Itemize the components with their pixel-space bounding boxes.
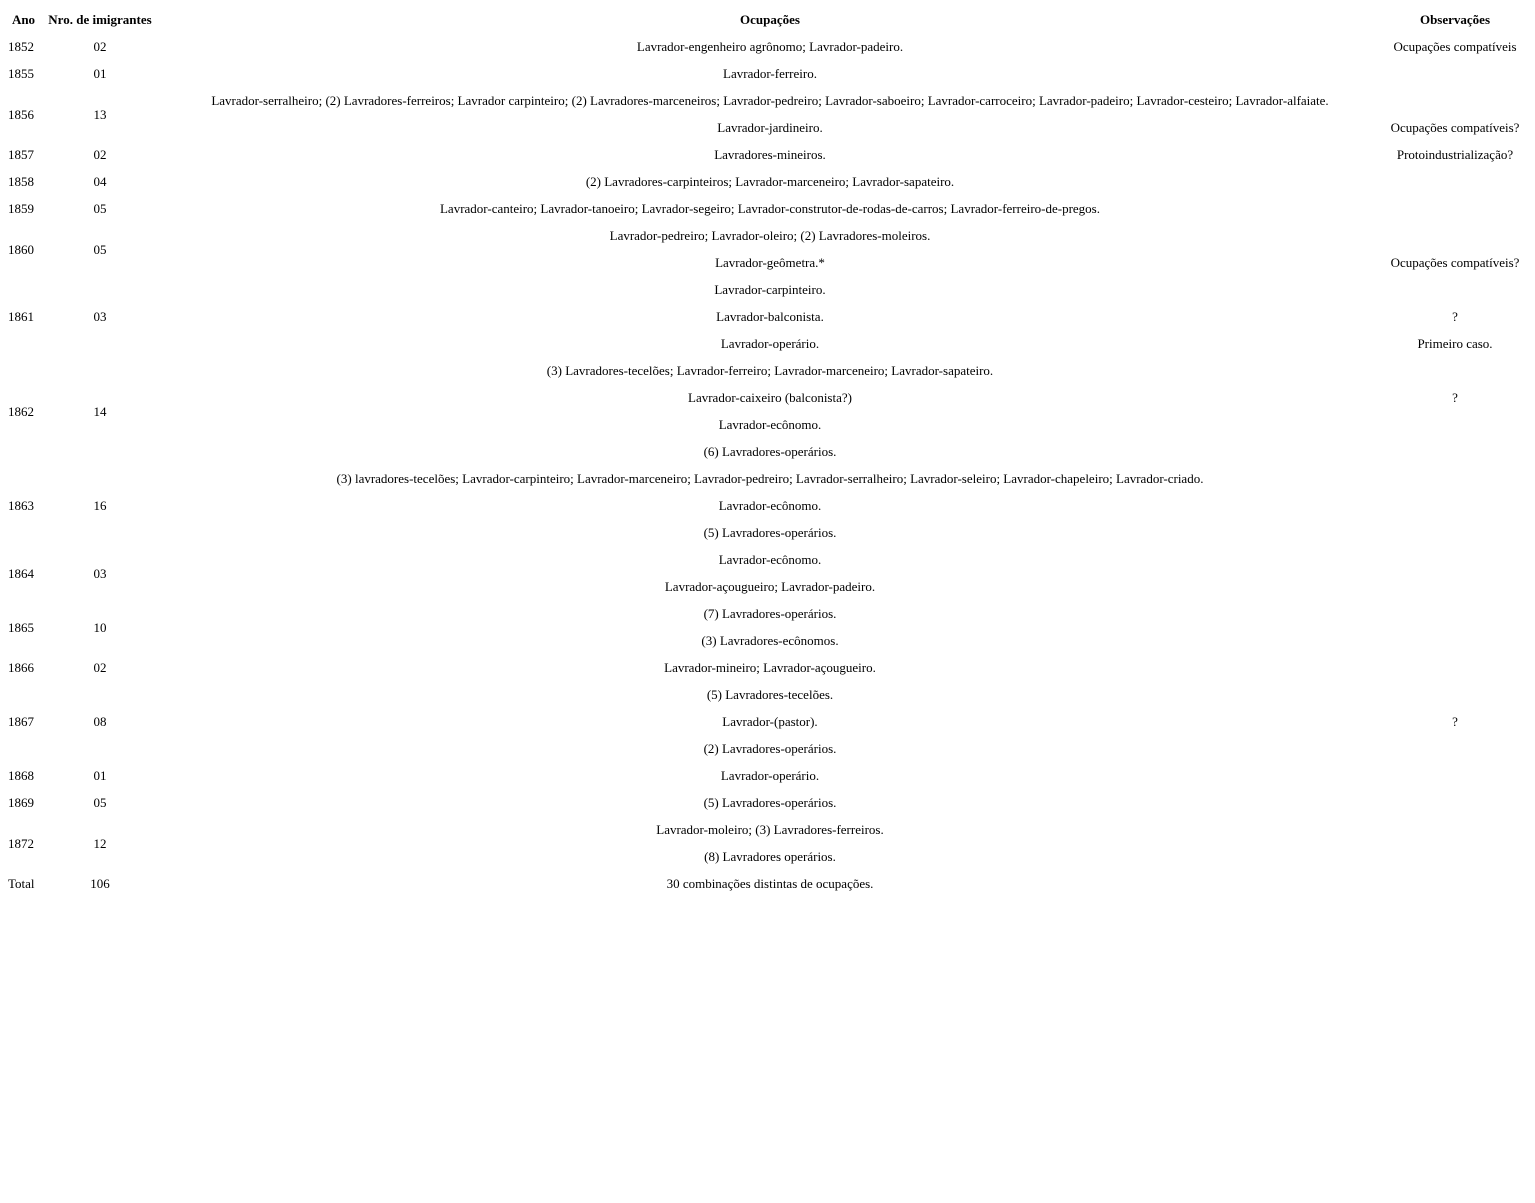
cell-observacoes: Ocupações compatíveis	[1393, 39, 1517, 54]
cell-ocupacoes: Lavradores-mineiros.	[714, 147, 826, 162]
cell-num-imigrantes: 02	[93, 660, 107, 675]
cell-ano: 1852	[8, 39, 34, 54]
table-row	[7, 115, 1528, 140]
cell-observacoes	[1382, 655, 1528, 680]
cell-ano: 1867	[8, 714, 34, 729]
cell-num-imigrantes: 08	[93, 714, 107, 729]
cell-ano: 1861	[8, 309, 34, 324]
table-row	[7, 871, 1528, 896]
occupations-table	[5, 5, 1530, 898]
header-num-imigrantes: Nro. de imigrantes	[48, 12, 152, 27]
cell-observacoes	[1382, 574, 1528, 599]
table-row	[7, 169, 1528, 194]
cell-ano: 1860	[8, 241, 34, 257]
cell-ocupacoes: Lavrador-ecônomo.	[718, 552, 822, 567]
cell-ocupacoes: Lavrador-serralheiro; (2) Lavradores-ferreiros; Lavrador carpinteiro; (2) Lavradores-marceneiros; Lavrador-pedreiro; Lavrador-saboeiro; Lavrador-carroceiro; Lavrador-padeiro; Lavrador-cesteiro; Lavrador-alfaiate.	[211, 93, 1329, 108]
cell-ocupacoes: (2) Lavradores-carpinteiros; Lavrador-marceneiro; Lavrador-sapateiro.	[585, 174, 955, 189]
table-row	[7, 844, 1528, 869]
cell-observacoes	[1382, 196, 1528, 221]
cell-ano: 1863	[8, 498, 34, 513]
cell-ano: 1862	[8, 403, 34, 419]
cell-observacoes	[1382, 277, 1528, 302]
cell-ocupacoes: Lavrador-caixeiro (balconista?)	[688, 390, 852, 405]
cell-ano: 1857	[8, 147, 34, 162]
table-row	[7, 520, 1528, 545]
cell-ocupacoes: (5) Lavradores-tecelões.	[706, 687, 834, 702]
cell-num-imigrantes: 02	[93, 39, 107, 54]
table-row	[7, 385, 1528, 410]
cell-observacoes	[1382, 412, 1528, 437]
cell-observacoes	[1382, 790, 1528, 815]
cell-observacoes: ?	[1452, 309, 1458, 324]
cell-ocupacoes: Lavrador-jardineiro.	[717, 120, 823, 135]
cell-observacoes	[1382, 763, 1528, 788]
cell-observacoes	[1382, 844, 1528, 869]
cell-observacoes: Ocupações compatíveis?	[1390, 120, 1520, 135]
cell-ocupacoes: Lavrador-ecônomo.	[718, 417, 822, 432]
header-row	[7, 7, 1528, 32]
cell-observacoes	[1382, 682, 1528, 707]
table-row	[7, 412, 1528, 437]
cell-ocupacoes: (5) Lavradores-operários.	[703, 525, 837, 540]
cell-observacoes	[1382, 439, 1528, 464]
table-header	[7, 7, 1528, 32]
cell-ano: Total	[8, 876, 35, 891]
cell-ano: 1868	[8, 768, 34, 783]
cell-ocupacoes: Lavrador-ecônomo.	[718, 498, 822, 513]
cell-ocupacoes: (3) Lavradores-ecônomos.	[701, 633, 839, 648]
table-row	[7, 574, 1528, 599]
cell-ocupacoes: (7) Lavradores-operários.	[703, 606, 837, 621]
cell-ocupacoes: Lavrador-(pastor).	[722, 714, 818, 729]
table-row	[7, 763, 1528, 788]
cell-ocupacoes: Lavrador-moleiro; (3) Lavradores-ferreiros.	[656, 822, 884, 837]
cell-num-imigrantes: 05	[93, 795, 107, 810]
cell-observacoes	[1382, 223, 1528, 248]
table-row	[7, 547, 1528, 572]
cell-observacoes: ?	[1452, 390, 1458, 405]
cell-ano: 1858	[8, 174, 34, 189]
cell-observacoes	[1382, 169, 1528, 194]
cell-num-imigrantes: 05	[93, 201, 107, 216]
header-ocupacoes: Ocupações	[740, 12, 800, 27]
cell-ano: 1866	[8, 660, 34, 675]
cell-ano: 1869	[8, 795, 34, 810]
cell-ocupacoes: Lavrador-geômetra.*	[715, 255, 825, 270]
table-row	[7, 439, 1528, 464]
cell-observacoes	[1382, 358, 1528, 383]
table-row	[7, 466, 1528, 491]
cell-num-imigrantes: 03	[93, 565, 107, 581]
table-row	[7, 331, 1528, 356]
cell-ano: 1856	[8, 106, 34, 122]
cell-observacoes: ?	[1452, 714, 1458, 729]
table-row	[7, 34, 1528, 59]
table-row	[7, 223, 1528, 248]
cell-observacoes	[1382, 520, 1528, 545]
cell-ocupacoes: Lavrador-açougueiro; Lavrador-padeiro.	[664, 579, 876, 594]
table-row	[7, 790, 1528, 815]
cell-ocupacoes: 30 combinações distintas de ocupações.	[666, 876, 874, 891]
cell-ocupacoes: (8) Lavradores operários.	[704, 849, 836, 864]
table-row	[7, 601, 1528, 626]
table-row	[7, 250, 1528, 275]
cell-observacoes: Primeiro caso.	[1417, 336, 1493, 351]
cell-ocupacoes: Lavrador-pedreiro; Lavrador-oleiro; (2) Lavradores-moleiros.	[609, 228, 931, 243]
cell-num-imigrantes: 106	[90, 876, 110, 891]
cell-ocupacoes: Lavrador-operário.	[720, 336, 820, 351]
cell-ano: 1859	[8, 201, 34, 216]
cell-num-imigrantes: 05	[93, 241, 107, 257]
cell-observacoes: Ocupações compatíveis?	[1390, 255, 1520, 270]
header-ano: Ano	[11, 12, 36, 27]
cell-ano: 1865	[8, 619, 34, 635]
table-row	[7, 628, 1528, 653]
cell-observacoes	[1382, 871, 1528, 896]
cell-num-imigrantes: 03	[93, 309, 107, 324]
cell-ocupacoes: Lavrador-mineiro; Lavrador-açougueiro.	[664, 660, 876, 675]
table-row	[7, 493, 1528, 518]
table-row	[7, 196, 1528, 221]
cell-ano: 1872	[8, 835, 34, 851]
cell-num-imigrantes: 10	[93, 619, 107, 635]
cell-observacoes	[1382, 88, 1528, 113]
table-row	[7, 682, 1528, 707]
cell-observacoes	[1382, 736, 1528, 761]
cell-ocupacoes: (3) lavradores-tecelões; Lavrador-carpinteiro; Lavrador-marceneiro; Lavrador-pedreiro; Lavrador-serralheiro; Lavrador-seleiro; Lavrador-chapeleiro; Lavrador-criado.	[336, 471, 1204, 486]
table-row	[7, 655, 1528, 680]
cell-ocupacoes: Lavrador-operário.	[720, 768, 820, 783]
cell-observacoes	[1382, 817, 1528, 842]
cell-num-imigrantes: 02	[93, 147, 107, 162]
cell-num-imigrantes: 12	[93, 835, 107, 851]
cell-num-imigrantes: 01	[93, 66, 107, 81]
table-row	[7, 61, 1528, 86]
header-observacoes: Observações	[1419, 12, 1491, 27]
cell-ocupacoes: Lavrador-balconista.	[716, 309, 824, 324]
cell-num-imigrantes: 04	[93, 174, 107, 189]
table-row	[7, 304, 1528, 329]
table-row	[7, 736, 1528, 761]
cell-num-imigrantes: 01	[93, 768, 107, 783]
cell-observacoes	[1382, 601, 1528, 626]
cell-ocupacoes: (2) Lavradores-operários.	[703, 741, 837, 756]
cell-ocupacoes: Lavrador-carpinteiro.	[714, 282, 826, 297]
cell-observacoes	[1382, 547, 1528, 572]
cell-observacoes	[1382, 628, 1528, 653]
cell-ocupacoes: (6) Lavradores-operários.	[703, 444, 837, 459]
cell-num-imigrantes: 16	[93, 498, 107, 513]
cell-ocupacoes: (5) Lavradores-operários.	[703, 795, 837, 810]
cell-observacoes	[1382, 493, 1528, 518]
cell-ocupacoes: (3) Lavradores-tecelões; Lavrador-ferreiro; Lavrador-marceneiro; Lavrador-sapateiro.	[546, 363, 994, 378]
table-row	[7, 88, 1528, 113]
cell-observacoes	[1382, 466, 1528, 491]
table-row	[7, 277, 1528, 302]
table-row	[7, 142, 1528, 167]
table-row	[7, 817, 1528, 842]
table-row	[7, 709, 1528, 734]
cell-num-imigrantes: 13	[93, 106, 107, 122]
cell-ocupacoes: Lavrador-ferreiro.	[723, 66, 817, 81]
cell-ocupacoes: Lavrador-canteiro; Lavrador-tanoeiro; Lavrador-segeiro; Lavrador-construtor-de-rodas-de-carros; Lavrador-ferreiro-de-pregos.	[439, 201, 1100, 216]
cell-ano: 1855	[8, 66, 34, 81]
cell-observacoes	[1382, 61, 1528, 86]
table-row	[7, 358, 1528, 383]
cell-ano: 1864	[8, 565, 34, 581]
cell-observacoes: Protoindustrialização?	[1396, 147, 1514, 162]
table-body	[7, 34, 1528, 896]
cell-num-imigrantes: 14	[93, 403, 107, 419]
cell-ocupacoes: Lavrador-engenheiro agrônomo; Lavrador-padeiro.	[636, 39, 904, 54]
